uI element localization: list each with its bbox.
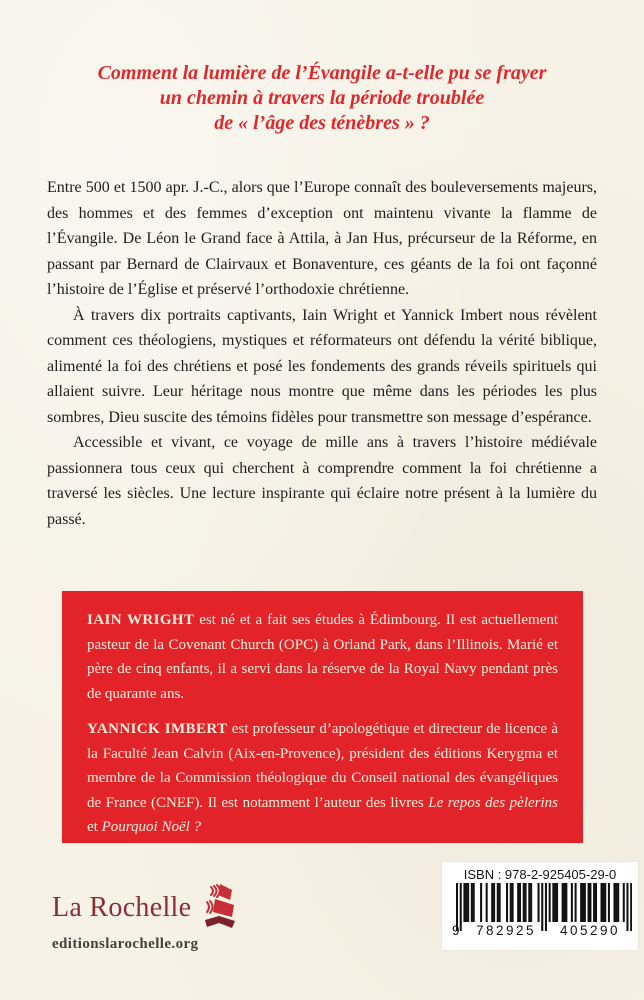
synopsis-paragraph: Accessible et vivant, ce voyage de mille ans à travers l’histoire médiévale passionnera tous ceux qui cherchent à comprendre comment la foi chrétienne a traversé les siècles. Une lecture inspirante qui éclaire notre présent à la lumière du passé. [47,434,597,528]
ship-icon [201,883,237,929]
publisher-name: La Rochelle [52,892,192,923]
book-title: Pourquoi Noël ? [101,819,202,835]
barcode-digit-group: 405290 [559,923,621,938]
barcode-block [442,862,638,950]
synopsis-paragraph: À travers dix portraits captivants, Iain Wright et Yannick Imbert nous révèlent comment ces théologiens, mystiques et réformateurs ont défendu la vérité biblique, alimenté la foi des chrétiens et posé les fondements des grands réveils spirituels qui allaient suivre. Leur héritage nous montre que même dans les périodes les plus sombres, Dieu suscite des témoins fidèles pour transmettre son message d’espérance. [47,306,597,426]
synopsis-paragraph: Entre 500 et 1500 apr. J.-C., alors que l’Europe connaît des bouleversements majeurs, des hommes et des femmes d’exception ont maintenu vivante la flamme de l’Évangile. De Léon le Grand face à Attila, à Jan Hus, précurseur de la Réforme, en passant par Bernard de Clairvaux et Bonaventure, ces géants de la foi ont façonné l’histoire de l’Église et préservé l’orthodoxie chrétienne. [47,179,597,298]
author-bio [87,717,558,840]
tagline-line: de « l’âge des ténèbres » ? [214,112,430,134]
author-bio-text: est né et a fait ses études à Édimbourg. Il est actuellement pasteur de la Covenant Church (OPC) à Orland Park, dans l’Illinois. Marié et père de cinq enfants, il a servi dans la réserve de la Royal Navy pendant près de quarante ans. [87,612,559,702]
publisher-website: editionslarochelle.org [52,936,199,952]
barcode-digits [452,923,632,938]
tagline [0,61,644,136]
author-bio-text: est professeur d’apologétique et directeur de licence à la Faculté Jean Calvin (Aix-en-Provence), président des éditions Kerygma et membre de la Commission théologique du Conseil national des évangéliques de France (CNEF). Il est notamment l’auteur des livres [87,721,558,811]
book-title: Le repos des pèlerins [428,794,558,811]
authors-bio-box [62,591,583,843]
barcode-digit-group: 9 [452,923,460,938]
author-bio-text: et [87,819,102,835]
author-name: YANNICK IMBERT [87,721,228,737]
author-bio [87,608,558,706]
tagline-line: un chemin à travers la période troublée [159,87,485,109]
barcode-digit-group: 782925 [475,923,537,938]
synopsis [47,175,597,532]
publisher-logo [52,884,237,953]
tagline-line: Comment la lumière de l’Évangile a-t-elle pu se frayer [97,62,547,84]
isbn-label: ISBN : 978-2-925405-29-0 [463,867,617,882]
author-name: IAIN WRIGHT [87,612,195,628]
